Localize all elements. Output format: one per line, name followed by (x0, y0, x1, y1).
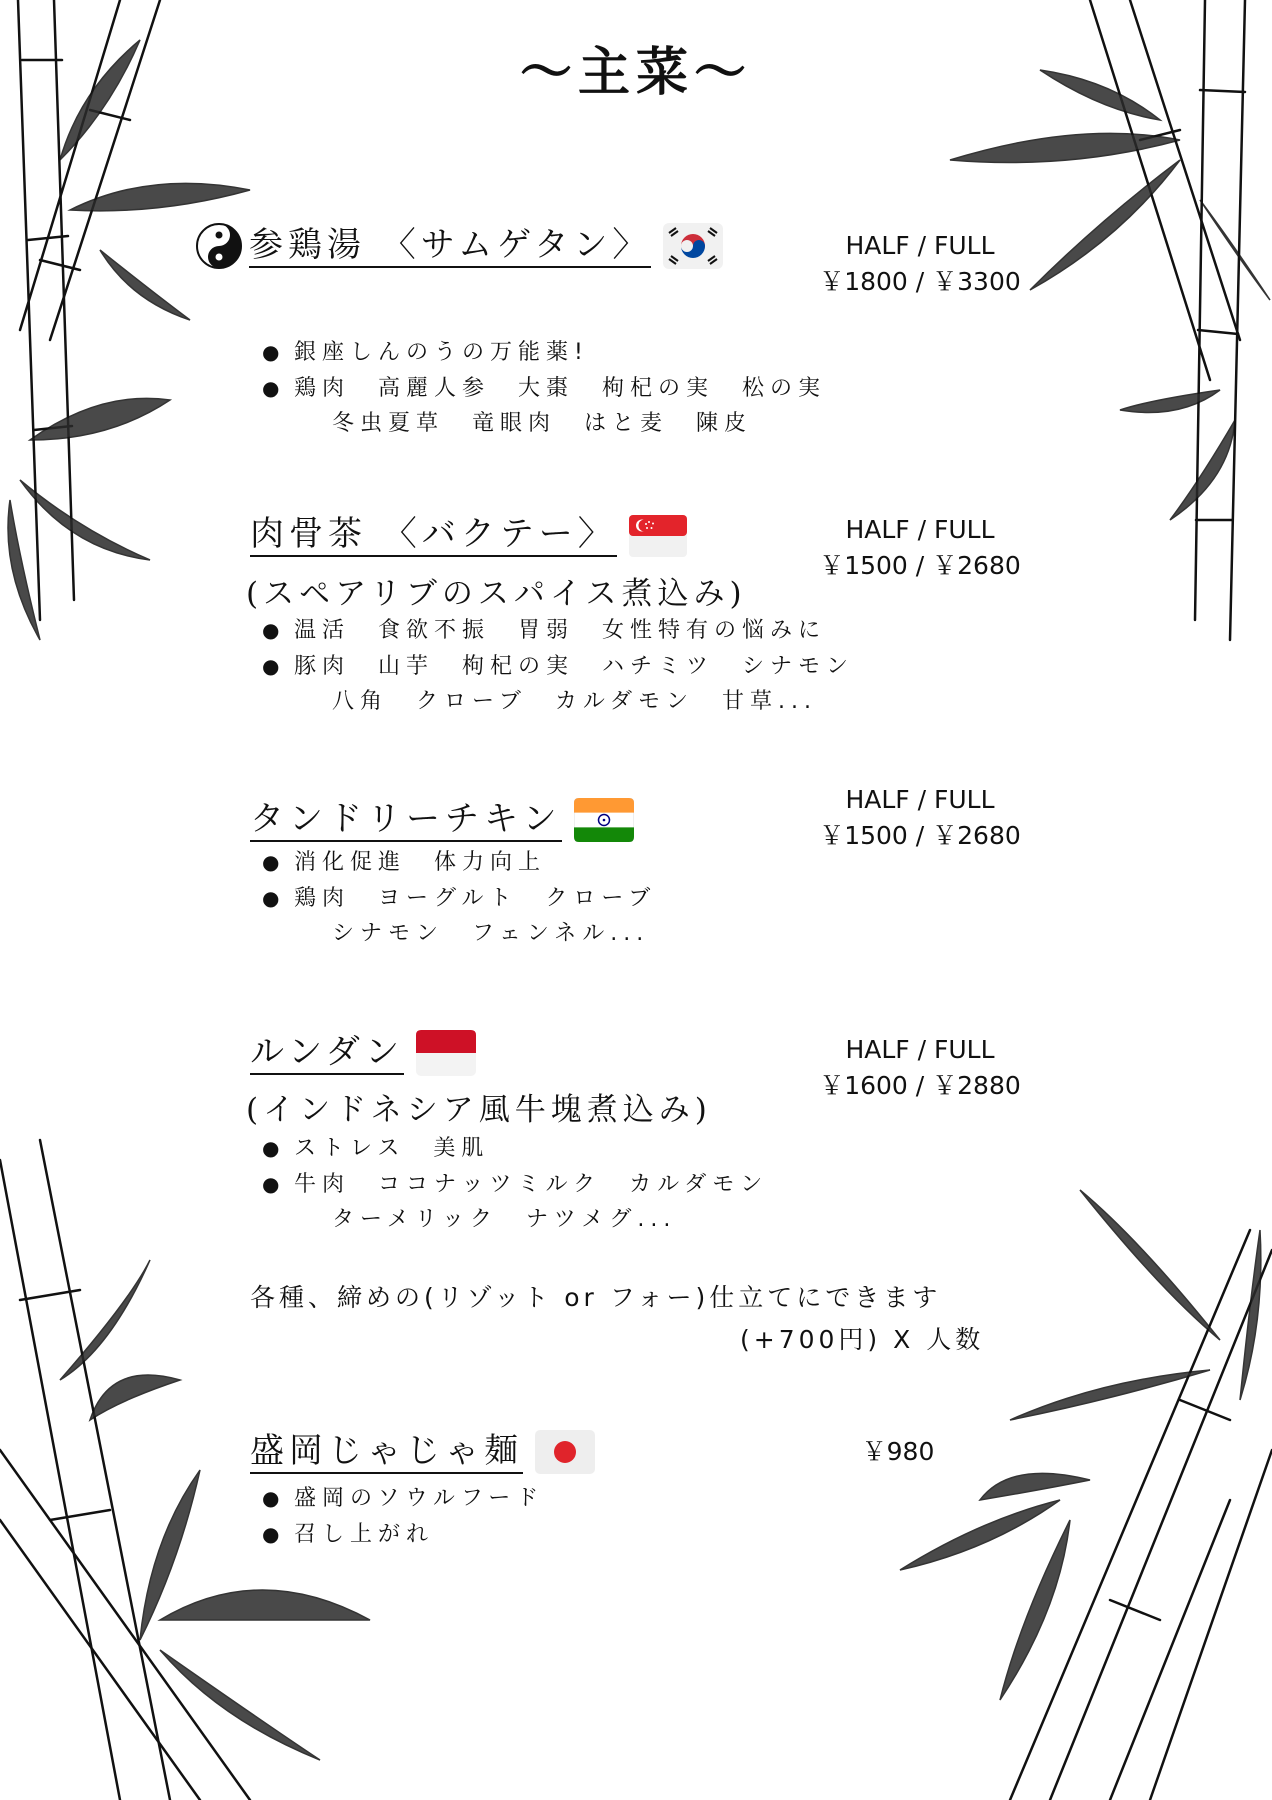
item-name: 肉骨茶 〈バクテー〉 (250, 514, 617, 557)
price-value: ￥1500 / ￥2680 (819, 551, 1021, 580)
bullet-line: ● 豚肉 山芋 枸杞の実 ハチミツ シナモン (262, 654, 855, 679)
bullet-continuation: シナモン フェンネル... (332, 921, 650, 946)
singapore-flag-icon (629, 515, 687, 557)
item-description (262, 1130, 768, 1238)
menu-item-rendang (250, 1030, 476, 1076)
item-name: 参鶏湯 〈サムゲタン〉 (249, 225, 651, 268)
bullet-line: ● 消化促進 体力向上 (262, 850, 547, 875)
price-value: ￥1600 / ￥2880 (819, 1071, 1021, 1100)
yin-yang-icon (195, 222, 243, 270)
menu-item-bakkutteh (250, 514, 687, 557)
price-header: HALF / FULL (845, 785, 995, 814)
bullet-line: ● 召し上がれ (262, 1522, 435, 1547)
item-price (790, 782, 1050, 854)
item-description (262, 1480, 544, 1552)
bullet-line: ● 銀座しんのうの万能薬! (262, 340, 589, 365)
bullet-continuation: 冬虫夏草 竜眼肉 はと麦 陳皮 (332, 411, 753, 436)
menu-item-samgyetang (195, 222, 723, 270)
bullet-line: ● 温活 食欲不振 胃弱 女性特有の悩みに (262, 618, 827, 643)
japan-flag-icon (535, 1430, 595, 1474)
bullet-line: ● ストレス 美肌 (262, 1136, 490, 1161)
bullet-line: ● 牛肉 ココナッツミルク カルダモン (262, 1172, 769, 1197)
menu-item-jajamen (250, 1430, 595, 1474)
korea-flag-icon (663, 223, 723, 269)
price-header: HALF / FULL (845, 515, 995, 544)
price-header: HALF / FULL (845, 231, 995, 260)
item-price (790, 228, 1050, 300)
price-value: ￥1800 / ￥3300 (819, 267, 1021, 296)
item-description (262, 612, 854, 720)
item-description (262, 334, 826, 442)
bullet-line: ● 鶏肉 高麗人参 大棗 枸杞の実 松の実 (262, 376, 827, 401)
page-title: 〜主菜〜 (519, 42, 752, 103)
item-name: ルンダン (250, 1032, 404, 1075)
item-description (262, 844, 656, 952)
bullet-continuation: 八角 クローブ カルダモン 甘草... (332, 689, 818, 714)
item-name: タンドリーチキン (250, 799, 562, 842)
finish-option-price: (+700円) X 人数 (740, 1325, 985, 1354)
indonesia-flag-icon (416, 1030, 476, 1076)
item-name: 盛岡じゃじゃ麺 (250, 1431, 523, 1474)
bullet-line: ● 盛岡のソウルフード (262, 1486, 545, 1511)
item-subtitle: (インドネシア風牛塊煮込み) (246, 1092, 712, 1128)
price-header: HALF / FULL (845, 1035, 995, 1064)
menu-item-tandoori (250, 798, 634, 842)
india-flag-icon (574, 798, 634, 842)
item-price (768, 1434, 1028, 1470)
item-subtitle: (スペアリブのスパイス煮込み) (246, 576, 747, 612)
price-value: ￥1500 / ￥2680 (819, 821, 1021, 850)
item-price (790, 1032, 1050, 1104)
item-price (790, 512, 1050, 584)
bullet-continuation: ターメリック ナツメグ... (332, 1207, 677, 1232)
bullet-line: ● 鶏肉 ヨーグルト クローブ (262, 886, 657, 911)
finish-option-note: 各種、締めの(リゾット or フォー)仕立てにできます (250, 1283, 942, 1312)
price-value: ￥980 (861, 1437, 935, 1466)
